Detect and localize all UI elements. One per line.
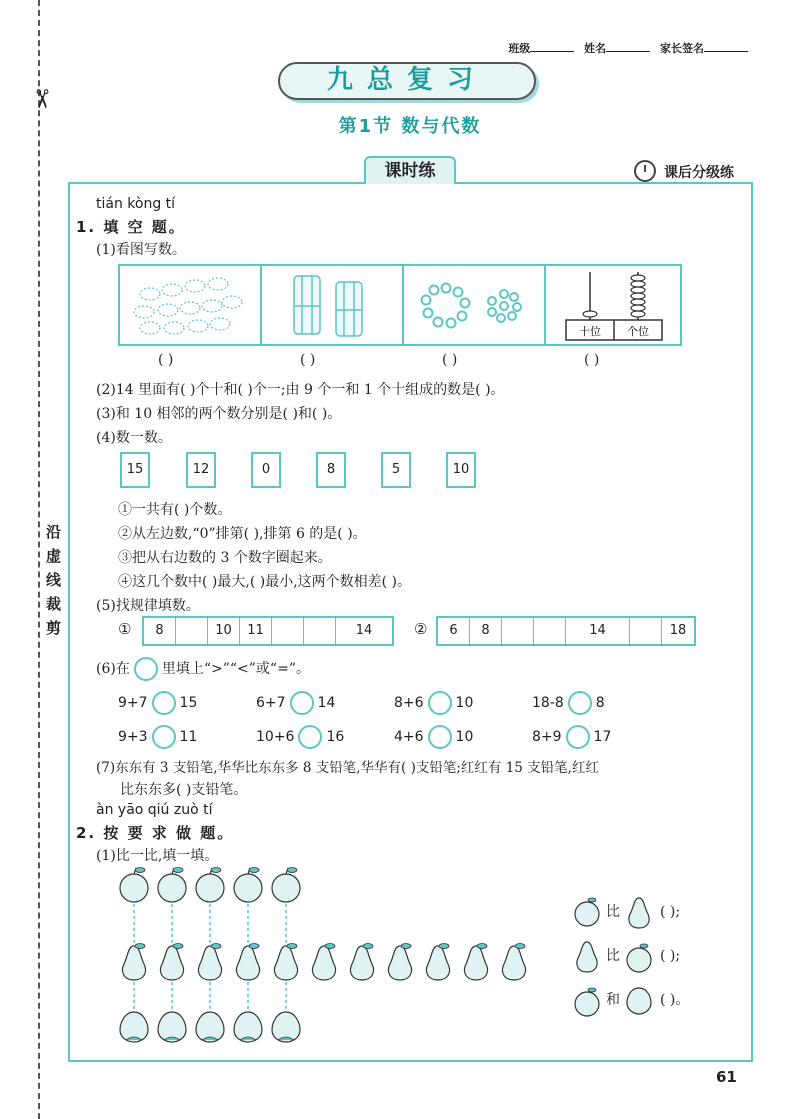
clock-icon — [634, 160, 656, 182]
cut-line — [38, 0, 40, 1119]
compare-item: 18-8 8 — [532, 690, 605, 716]
compare-circle[interactable] — [568, 691, 592, 715]
q1-part6 — [96, 656, 310, 682]
answer-blank-1[interactable]: ( ) — [158, 352, 174, 368]
seq-cell: 14 — [355, 623, 373, 638]
peach-row — [120, 1012, 300, 1042]
compare-circle[interactable] — [152, 725, 176, 749]
number-card: 5 — [381, 452, 411, 488]
section-title: 第1节 数与代数 — [338, 116, 482, 137]
q1-part3: (3)和 10 相邻的两个数分别是( )和( )。 — [96, 406, 342, 422]
field-parent-blank[interactable] — [704, 51, 748, 52]
answer-blank-4[interactable]: ( ) — [584, 352, 600, 368]
number-card: 0 — [251, 452, 281, 488]
compare-circle[interactable] — [152, 691, 176, 715]
compare-circle[interactable] — [566, 725, 590, 749]
q1-part4c: ③把从右边数的 3 个数字圈起来。 — [118, 550, 332, 566]
page-number: 61 — [716, 1068, 737, 1086]
seq-cell: 14 — [566, 618, 630, 644]
q1-part5: (5)找规律填数。 — [96, 598, 200, 614]
compare-answer-1[interactable]: ( ); — [660, 904, 681, 920]
q1-part4d: ④这几个数中( )最大,( )最小,这两个数相差( )。 — [118, 574, 412, 590]
seq-cell[interactable] — [630, 618, 662, 644]
apple-icon — [624, 940, 654, 974]
compare-item: 9+7 15 — [118, 690, 197, 716]
q1-part7b: 比东东多( )支铅笔。 — [120, 782, 248, 798]
field-name-blank[interactable] — [606, 51, 650, 52]
q1-part7a: (7)东东有 3 支铅笔,华华比东东多 8 支铅笔,华华有( )支铅笔;红红有 15 支铅笔,红红 — [96, 760, 599, 776]
abacus-ones-label: 个位 — [627, 325, 649, 338]
compare-word-3: 和 — [606, 992, 620, 1008]
field-name-label: 姓名 — [584, 42, 607, 55]
q1-part6-post: 里填上“>”“<”或“=”。 — [161, 661, 310, 677]
number-card: 10 — [446, 452, 476, 488]
compare-word-1: 比 — [606, 904, 620, 920]
compare-item: 6+7 14 — [256, 690, 335, 716]
q1-part2: (2)14 里面有( )个十和( )个一;由 9 个一和 1 个十组成的数是( )。 — [96, 382, 505, 398]
picture-row — [118, 264, 682, 346]
compare-circle[interactable] — [298, 725, 322, 749]
field-class-label: 班级 — [508, 42, 531, 55]
rings-picture — [404, 266, 546, 344]
compare-circle[interactable] — [428, 725, 452, 749]
peach-icon — [624, 984, 654, 1018]
seq-cell: 8 — [144, 618, 176, 644]
sequence-2-label: ② — [414, 620, 428, 638]
pear-icon — [624, 894, 654, 930]
compare-word-2: 比 — [606, 948, 620, 964]
number-card: 15 — [120, 452, 150, 488]
seq-cell: 6 — [438, 618, 470, 644]
seq-cell[interactable] — [304, 618, 336, 644]
q1-heading: 1. 填 空 题。 — [76, 218, 186, 236]
compare-circle[interactable] — [428, 691, 452, 715]
seq-cell: 11 — [240, 618, 272, 644]
seq-cell[interactable] — [272, 618, 304, 644]
answer-blank-2[interactable]: ( ) — [300, 352, 316, 368]
scissors-icon: ✂ — [25, 88, 56, 110]
seq-cell: 8 — [470, 618, 502, 644]
pear-row — [122, 944, 525, 981]
sequence-2 — [436, 616, 696, 646]
compare-item: 8+6 10 — [394, 690, 473, 716]
chapter-title: 九总复习 — [326, 65, 487, 95]
q2-part1: (1)比一比,填一填。 — [96, 848, 219, 864]
lesson-tab: 课时练 — [364, 156, 456, 184]
q1-part4: (4)数一数。 — [96, 430, 172, 446]
seq-cell[interactable] — [176, 618, 208, 644]
q1-part4a: ①一共有( )个数。 — [118, 502, 232, 518]
q2-heading: 2. 按 要 求 做 题。 — [76, 824, 235, 842]
leaves-picture — [120, 266, 262, 344]
q2-pinyin: àn yāo qiú zuò tí — [96, 802, 213, 818]
compare-item: 10+6 16 — [256, 724, 344, 750]
fruit-compare-panel — [572, 894, 742, 1024]
answer-blank-3[interactable]: ( ) — [442, 352, 458, 368]
q1-pinyin: tián kòng tí — [96, 196, 176, 212]
apple-icon — [572, 894, 602, 928]
grade-label: 课后分级练 — [664, 165, 734, 181]
apple-icon — [572, 984, 602, 1018]
q1-part4b: ②从左边数,“0”排第( ),排第 6 的是( )。 — [118, 526, 367, 542]
seq-cell: 10 — [208, 618, 240, 644]
abacus-picture — [546, 266, 686, 344]
compare-answer-2[interactable]: ( ); — [660, 948, 681, 964]
sequence-1 — [142, 616, 394, 646]
q1-part1: (1)看图写数。 — [96, 242, 186, 258]
seq-cell[interactable] — [502, 618, 534, 644]
fruit-comparison-figure — [112, 866, 542, 1046]
compare-item: 8+9 17 — [532, 724, 611, 750]
compare-item: 4+6 10 — [394, 724, 473, 750]
compare-item: 9+3 11 — [118, 724, 197, 750]
pear-icon — [572, 938, 602, 974]
number-card: 12 — [186, 452, 216, 488]
apple-row — [120, 868, 300, 903]
sequence-1-label: ① — [118, 620, 132, 638]
header-fields — [508, 40, 754, 56]
compare-answer-3[interactable]: ( )。 — [660, 992, 690, 1008]
seq-cell[interactable] — [534, 618, 566, 644]
field-class-blank[interactable] — [530, 51, 574, 52]
field-parent-label: 家长签名 — [660, 42, 704, 55]
q1-part6-pre: (6)在 — [96, 661, 130, 677]
compare-circle[interactable] — [290, 691, 314, 715]
circle-blank-example — [134, 657, 158, 681]
abacus-tens-label: 十位 — [579, 325, 601, 338]
number-card: 8 — [316, 452, 346, 488]
seq-cell: 18 — [669, 623, 687, 638]
sticks-picture — [262, 266, 404, 344]
side-cut-text: 沿虚线裁剪 — [46, 523, 62, 637]
